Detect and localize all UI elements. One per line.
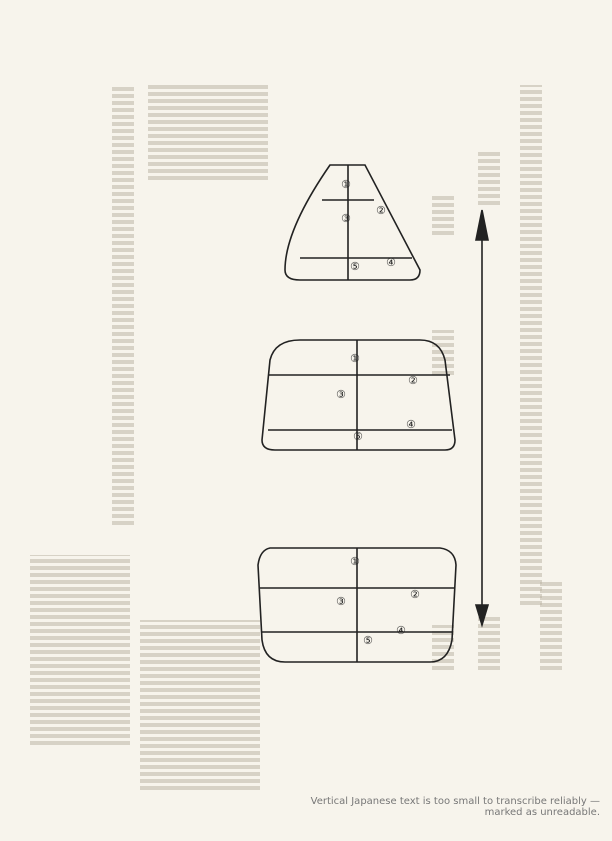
center-measure-number-4: ④ — [406, 418, 416, 431]
center-measure-number-3: ③ — [336, 388, 346, 401]
rear-measure-number-4: ④ — [396, 624, 406, 637]
center-measure-number-2: ② — [408, 374, 418, 387]
rear-measure-number-5: ⑤ — [363, 634, 373, 647]
front-measure-number-3: ③ — [341, 212, 351, 225]
arrow-up-icon — [476, 210, 488, 240]
front-measure-number-2: ② — [376, 204, 386, 217]
center-measure-number-1: ① — [350, 352, 360, 365]
center-measure-number-5: ⑤ — [353, 430, 363, 443]
unreadable-notice: Vertical Japanese text is too small to transcribe reliably — marked as unreadable. — [310, 796, 600, 818]
front-measure-number-1: ① — [341, 178, 351, 191]
front-measure-number-5: ⑤ — [350, 260, 360, 273]
rear-measure-number-3: ③ — [336, 595, 346, 608]
front-measure-number-4: ④ — [386, 256, 396, 269]
rear-measure-number-2: ② — [410, 588, 420, 601]
arrow-down-icon — [476, 605, 488, 625]
rear-measure-number-1: ① — [350, 555, 360, 568]
